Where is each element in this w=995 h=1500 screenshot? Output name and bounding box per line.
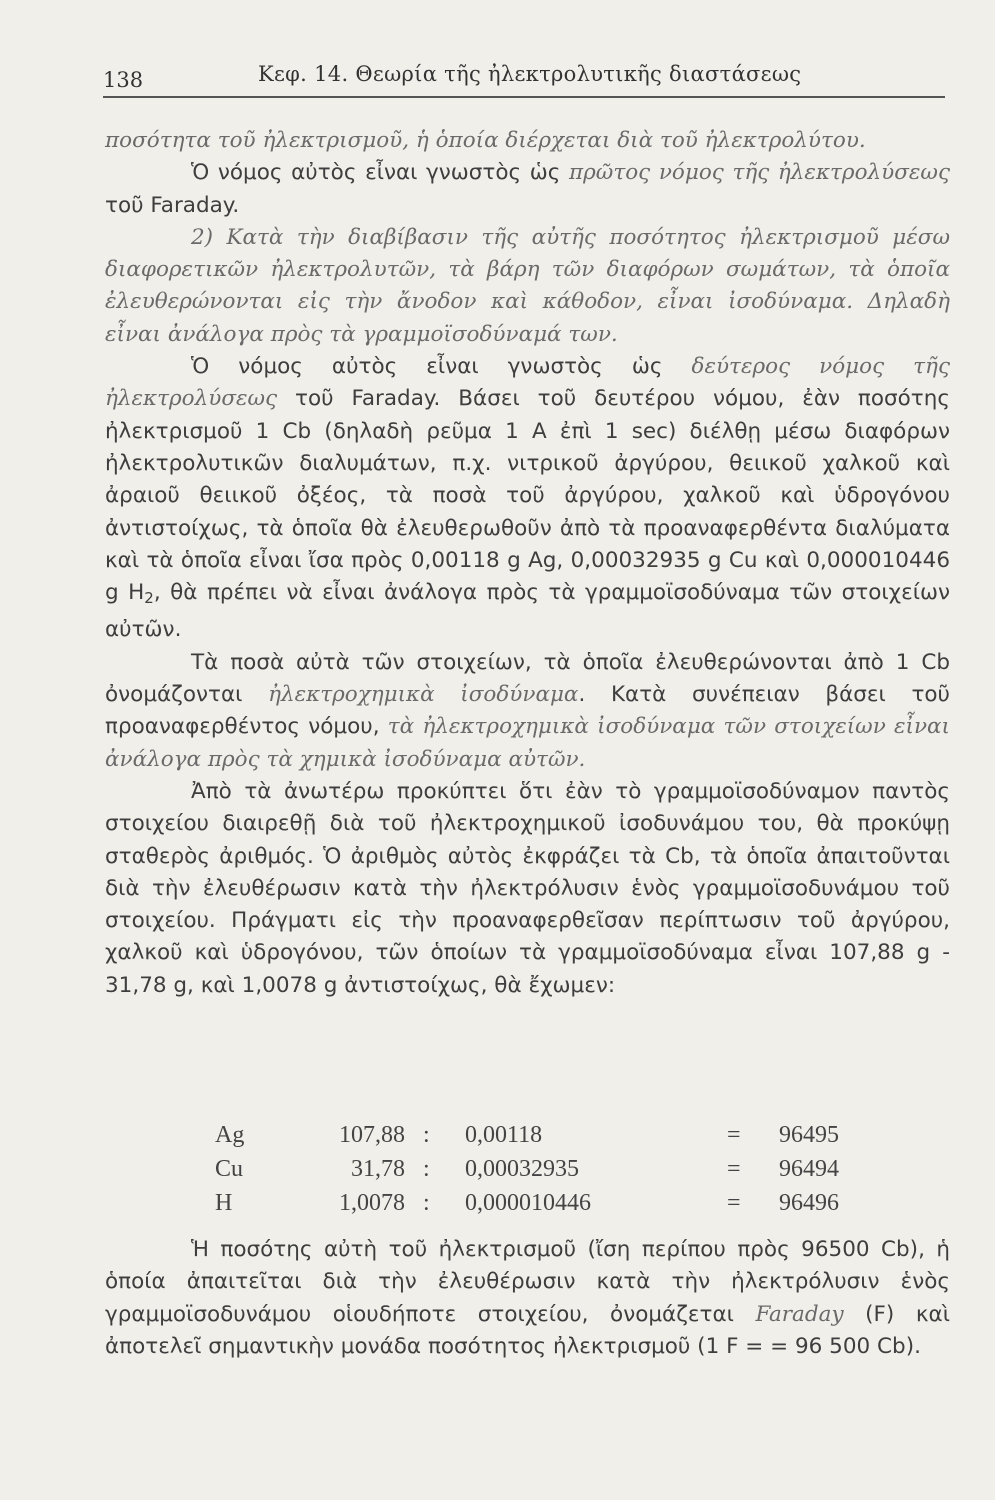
text-run: Ὁ νόμος αὐτὸς εἶναι γνωστὸς ὡς [191, 354, 692, 380]
table-row [105, 1122, 950, 1156]
gram-equivalent: 31,78 [351, 1156, 405, 1182]
running-header [103, 58, 945, 94]
text-run: . Κατὰ συνέπειαν βάσει τοῦ προαναφερθέντος νόμου, [105, 682, 950, 740]
equals-sign: = [727, 1190, 741, 1216]
result-value: 96496 [779, 1190, 839, 1216]
paragraph-faraday-definition [105, 1234, 950, 1363]
text-run: τοῦ Faraday. Βάσει τοῦ δευτέρου νόμου, ἐὰν ποσότης ἠλεκτρισμοῦ 1 Cb (δηλαδὴ ρεῦμα 1 A ἐπὶ 1 sec) διέλθῃ μέσω διαφόρων ἠλεκτρολυτικῶν διαλυμάτων, π.χ. νιτρικοῦ ἀργύρου, θειικοῦ χαλκοῦ καὶ ἀραιοῦ θειικοῦ ὀξέος, τὰ ποσὰ τοῦ ἀργύρου, χαλκοῦ καὶ ὑδρογόνου ἀντιστοίχως, τὰ ὁποῖα θὰ ἐλευθερωθοῦν ἀπὸ τὰ προαναφερθέντα διαλύματα καὶ τὰ ὁποῖα εἶναι ἴσα πρὸς 0,00118 g Ag, 0,00032935 g Cu καὶ 0,000010446 g H [105, 386, 950, 606]
gram-equivalent: 107,88 [339, 1122, 405, 1148]
closing-text [105, 1234, 950, 1363]
text-run: τοῦ Faraday. [105, 192, 240, 218]
table-row [105, 1190, 950, 1224]
chapter-title: Κεφ. 14. Θεωρία τῆς ἠλεκτρολυτικῆς διαστάσεως [258, 62, 802, 86]
result-value: 96495 [779, 1122, 839, 1148]
italic-text: δεύτερος νόμος τῆς ἠλεκτρολύσεως [105, 354, 950, 412]
table-row [105, 1156, 950, 1190]
calculation-table [105, 1122, 950, 1224]
electrochemical-equivalent: 0,000010446 [465, 1190, 591, 1216]
colon: : [423, 1190, 430, 1216]
paragraph-constant [105, 776, 950, 1002]
subscript: 2 [144, 589, 154, 608]
paragraph-first-law [105, 157, 950, 222]
italic-text: πρῶτος νόμος τῆς ἠλεκτρολύσεως [569, 160, 950, 186]
electrochemical-equivalent: 0,00032935 [465, 1156, 579, 1182]
paragraph-second-law-statement [105, 222, 950, 351]
italic-text: τὰ ἠλεκτροχημικὰ ἰσοδύναμα τῶν στοιχείων εἶναι ἀνάλογα πρὸς τὰ χημικὰ ἰσοδύναμα αὐτῶν. [105, 714, 950, 772]
equals-sign: = [727, 1122, 741, 1148]
colon: : [423, 1156, 430, 1182]
paragraph-continuation [105, 125, 950, 157]
italic-text: Faraday [755, 1301, 844, 1327]
italic-text: 2) Κατὰ τὴν διαβίβασιν τῆς αὐτῆς ποσότητος ἠλεκτρισμοῦ μέσω διαφορετικῶν ἠλεκτρολυτῶν, τὰ βάρη τῶν διαφόρων σωμάτων, τὰ ὁποῖα ἐλευθερώνονται εἰς τὴν ἄνοδον καὶ κάθοδον, εἶναι ἰσοδύναμα. Δηλαδὴ εἶναι ἀνάλογα πρὸς τὰ γραμμοϊσοδύναμά των. [105, 224, 950, 347]
gram-equivalent: 1,0078 [339, 1190, 405, 1216]
italic-text: ποσότητα τοῦ ἠλεκτρισμοῦ, ἡ ὁποία διέρχεται διὰ τοῦ ἠλεκτρολύτου. [105, 128, 866, 153]
equals-sign: = [727, 1156, 741, 1182]
text-run: Ἡ ποσότης αὐτὴ τοῦ ἠλεκτρισμοῦ (ἴση περίπου πρὸς 96500 Cb), ἡ ὁποία ἀπαιτεῖται διὰ τὴν ἐλευθέρωσιν κατὰ τὴν ἠλεκτρόλυσιν ἑνὸς γραμμοϊσοδυνάμου οἱουδήποτε στοιχείου, ὀνομάζεται [105, 1237, 950, 1327]
result-value: 96494 [779, 1156, 839, 1182]
page-number: 138 [103, 68, 144, 92]
text-run: Ἀπὸ τὰ ἀνωτέρω προκύπτει ὅτι ἐὰν τὸ γραμμοϊσοδύναμον παντὸς στοιχείου διαιρεθῇ διὰ τοῦ ἠλεκτροχημικοῦ ἰσοδυνάμου του, θὰ προκύψῃ σταθερὸς ἀριθμός. Ὁ ἀριθμὸς αὐτὸς ἐκφράζει τὰ Cb, τὰ ὁποῖα ἀπαιτοῦνται διὰ τὴν ἐλευθέρωσιν κατὰ τὴν ἠλεκτρόλυσιν ἑνὸς γραμμοϊσοδυνάμου τοῦ στοιχείου. Πράγματι εἰς τὴν προαναφερθεῖσαν περίπτωσιν τοῦ ἀργύρου, χαλκοῦ καὶ ὑδρογόνου, τῶν ὁποίων τὰ γραμμοϊσοδύναμα εἶναι 107,88 g - 31,78 g, καὶ 1,0078 g ἀντιστοίχως, θὰ ἔχωμεν: [105, 778, 950, 998]
paragraph-electrochemical-equivalents [105, 647, 950, 776]
text-run: Ὁ νόμος αὐτὸς εἶναι γνωστὸς ὡς [191, 160, 570, 186]
italic-text: ἠλεκτροχημικὰ ἰσοδύναμα [268, 682, 579, 708]
header-rule [103, 96, 945, 98]
text-run: (F) καὶ ἀποτελεῖ σημαντικὴν μονάδα ποσότητος ἠλεκτρισμοῦ (1 F = = 96 500 Cb). [105, 1301, 950, 1359]
element-symbol: H [215, 1190, 233, 1216]
element-symbol: Cu [215, 1156, 244, 1182]
electrochemical-equivalent: 0,00118 [465, 1122, 543, 1148]
colon: : [423, 1122, 430, 1148]
element-symbol: Ag [215, 1122, 245, 1148]
text-run: , θὰ πρέπει νὰ εἶναι ἀνάλογα πρὸς τὰ γραμμοϊσοδύναμα τῶν στοιχείων αὐτῶν. [105, 580, 950, 643]
text-run: Τὰ ποσὰ αὐτὰ τῶν στοιχείων, τὰ ὁποῖα ἐλευθερώνονται ἀπὸ 1 Cb ὀνομάζονται [105, 649, 950, 708]
main-text [105, 125, 950, 1002]
paragraph-second-law [105, 351, 950, 647]
